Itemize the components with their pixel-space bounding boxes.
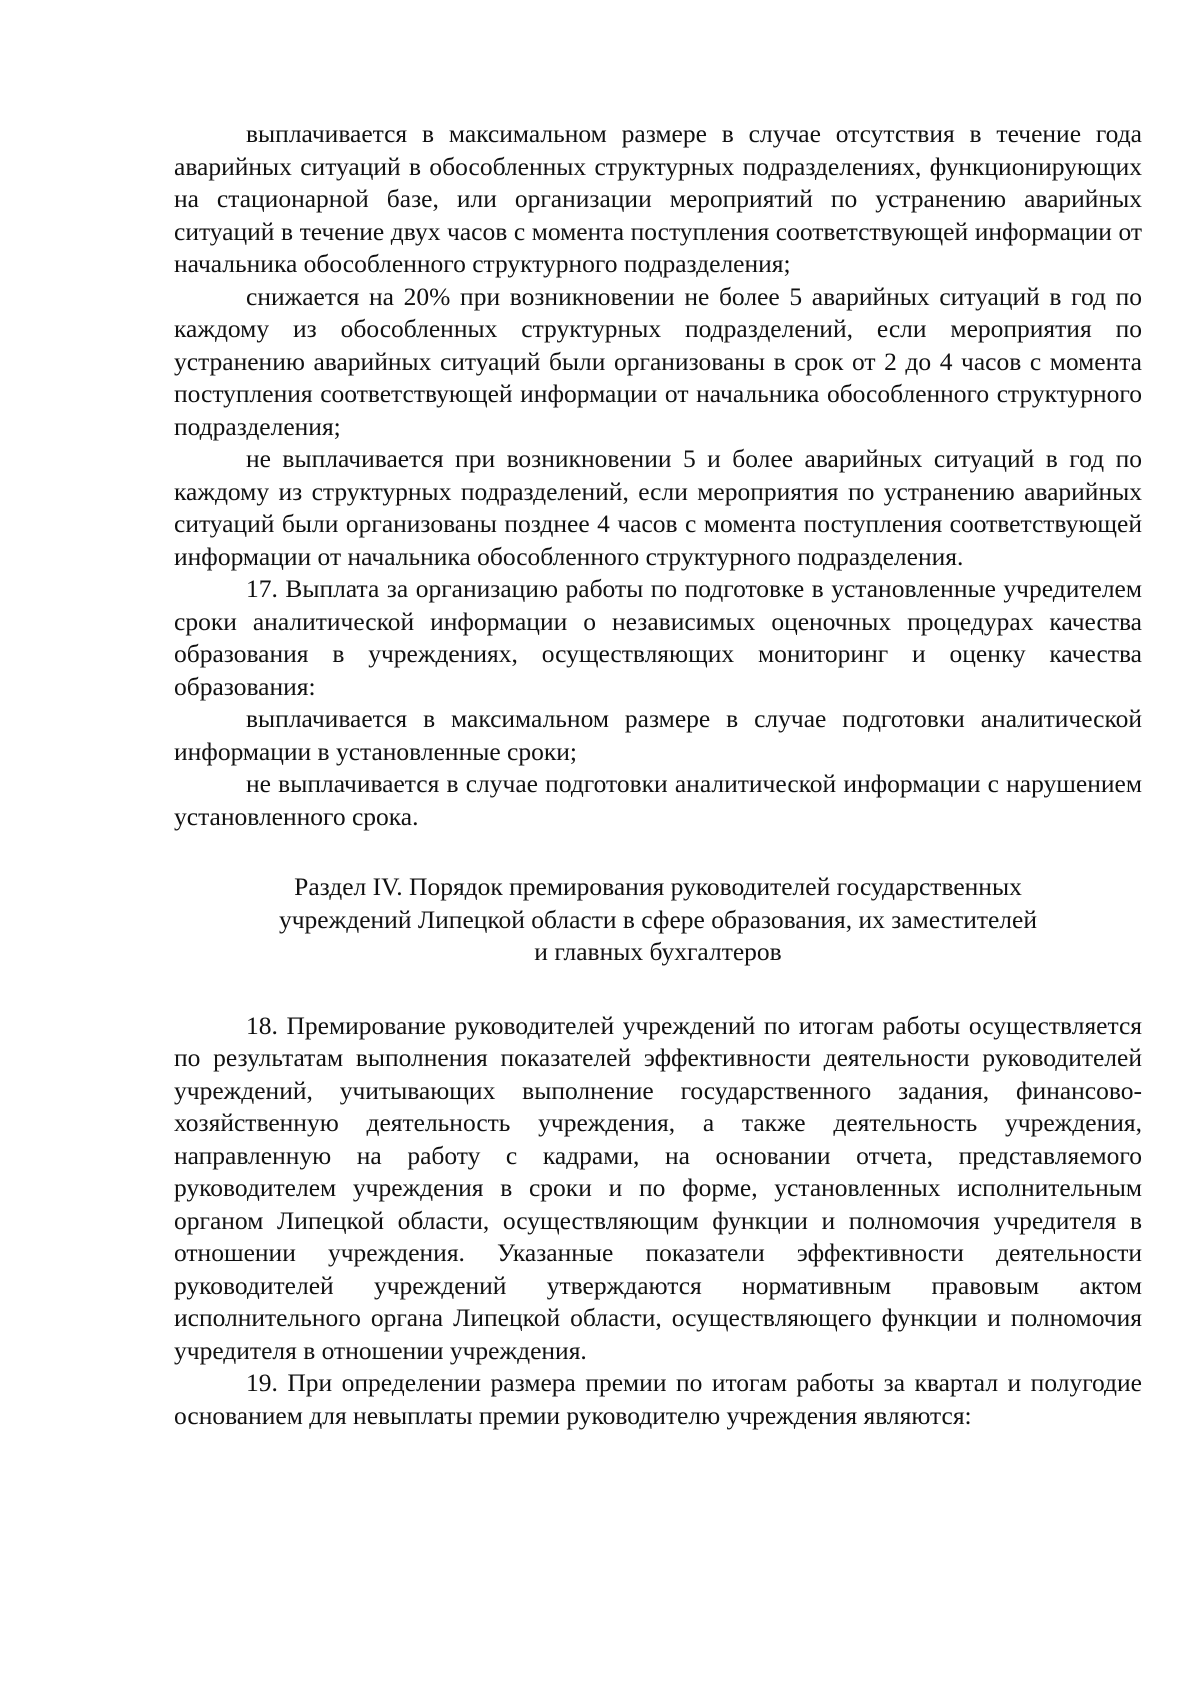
paragraph-no-payment-accidents: не выплачивается при возникновении 5 и более аварийных ситуаций в год по каждому из структурных подразделений, если мероприятия по устранению аварийных ситуаций были организованы позднее 4 часов с момента поступления соответствующей информации от начальника обособленного структурного подразделения. [174, 444, 1142, 571]
paragraph-max-payment-accidents: выплачивается в максимальном размере в случае отсутствия в течение года аварийных ситуаций в обособленных структурных подразделениях, функционирующих на стационарной базе, или организации мероприятий по устранению аварийных ситуаций в течение двух часов с момента поступления соответствующей информации от начальника обособленного структурного подразделения; [174, 119, 1142, 278]
paragraph-no-payment-analytics: не выплачивается в случае подготовки аналитической информации с нарушением установленного срока. [174, 769, 1142, 831]
paragraph-item-17: 17. Выплата за организацию работы по подготовке в установленные учредителем сроки аналитической информации о независимых оценочных процедурах качества образования в учреждениях, осуществляющих мониторинг и оценку качества образования: [174, 574, 1142, 701]
document-page [174, 118, 1142, 1432]
paragraph-item-19: 19. При определении размера премии по итогам работы за квартал и полугодие основанием для невыплаты премии руководителю учреждения являются: [174, 1368, 1142, 1430]
section-heading-line-1: Раздел IV. Порядок премирования руководителей государственных [294, 872, 1022, 901]
paragraph-reduced-payment-accidents: снижается на 20% при возникновении не более 5 аварийных ситуаций в год по каждому из обособленных структурных подразделений, если мероприятия по устранению аварийных ситуаций были организованы в срок от 2 до 4 часов с момента поступления соответствующей информации от начальника обособленного структурного подразделения; [174, 281, 1142, 441]
paragraph-max-payment-analytics: выплачивается в максимальном размере в случае подготовки аналитической информации в установленные сроки; [174, 704, 1142, 766]
section-heading-line-2: учреждений Липецкой области в сфере образования, их заместителей [278, 904, 1037, 934]
section-heading-line-3: и главных бухгалтеров [534, 937, 782, 966]
paragraph-item-18: 18. Премирование руководителей учреждений по итогам работы осуществляется по результатам выполнения показателей эффективности деятельности руководителей учреждений, учитывающих выполнение государственного задания, финансово-хозяйственную деятельность учреждения, а также деятельность учреждения, направленную на работу с кадрами, на основании отчета, представляемого руководителем учреждения в сроки и по форме, установленных исполнительным органом Липецкой области, осуществляющим функции и полномочия учредителя в отношении учреждения. Указанные показатели эффективности деятельности руководителей учреждений утверждаются нормативным правовым актом исполнительного органа Липецкой области, осуществляющего функции и полномочия учредителя в отношении учреждения. [174, 1010, 1142, 1365]
section-heading [174, 871, 1142, 969]
